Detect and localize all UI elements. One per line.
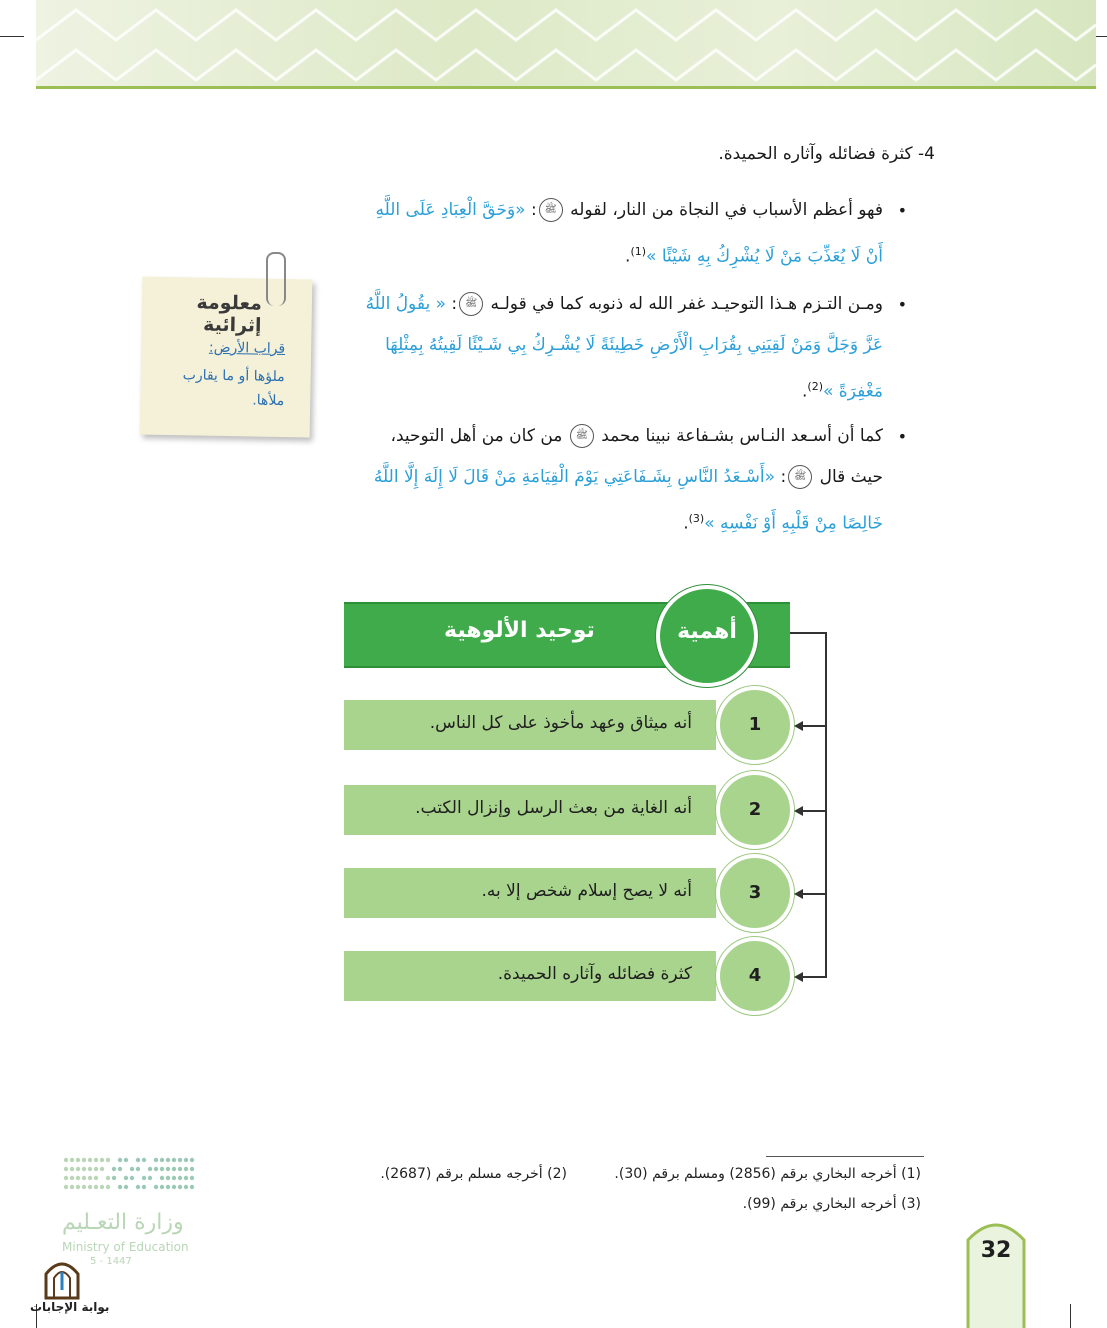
site-name: بوابة الإجابات — [30, 1300, 110, 1314]
page-tab-shape — [966, 1216, 1026, 1328]
paperclip-icon — [266, 252, 286, 306]
bullet-text: حيث قال — [819, 467, 883, 487]
punctuation: . — [802, 381, 808, 402]
diagram-row-number: 1 — [716, 686, 794, 764]
diagram-row-text: أنه لا يصح إسلام شخص إلا به. — [481, 881, 692, 901]
site-logo-icon — [42, 1256, 82, 1300]
saw-symbol-icon: ﷺ — [539, 198, 563, 222]
punctuation: . — [625, 246, 631, 267]
bullet-dot: • — [897, 427, 907, 446]
header-pattern-band — [36, 0, 1096, 88]
page-number-tab — [966, 1216, 1026, 1328]
bracket-arrow-line — [800, 976, 826, 978]
saw-symbol-icon: ﷺ — [459, 292, 483, 316]
bullet-dot: • — [897, 201, 907, 220]
diagram-row-bar — [344, 951, 716, 1001]
arrow-left-icon — [794, 972, 803, 982]
footnote-2: (2) أخرجه مسلم برقم (2687). — [380, 1166, 567, 1182]
footnote-ref: (2) — [807, 380, 823, 393]
ministry-name-english: Ministry of Education — [62, 1240, 189, 1254]
diagram-row-number: 3 — [716, 854, 794, 932]
crop-mark — [1070, 1304, 1071, 1328]
enrichment-note — [140, 277, 313, 438]
bullet-2-line-2 — [313, 325, 883, 366]
footnote-1: (1) أخرجه البخاري برقم (2856) ومسلم برقم (30). — [614, 1166, 921, 1182]
hadith-quote: مَغْفِرَةً » — [823, 381, 883, 402]
bullet-paragraph-3 — [313, 416, 907, 545]
ministry-year: 5 - 1447 — [90, 1256, 132, 1267]
bullet-1-line-1: فهو أعظم الأسباب في النجاة من النار، لقوله ﷺ: «وَحَقَّ الْعِبَادِ عَلَى اللَّهِ — [375, 200, 883, 220]
note-term: قراب الأرض: — [208, 339, 286, 358]
punctuation: . — [683, 513, 689, 534]
bracket-arrow-line — [800, 725, 826, 727]
bullet-paragraph-1 — [313, 190, 907, 278]
hadith-quote: «وَحَقَّ الْعِبَادِ عَلَى اللَّهِ — [375, 200, 526, 220]
header-divider — [36, 86, 1096, 89]
bracket-arrow-line — [800, 893, 826, 895]
bullet-text: فهو أعظم الأسباب في النجاة من النار، لقوله — [570, 200, 883, 220]
arrow-left-icon — [794, 721, 803, 731]
bullet-1-line-2 — [313, 231, 883, 278]
bullet-2-line-3 — [313, 366, 883, 413]
bullet-paragraph-2 — [313, 284, 907, 413]
note-title: معلومة إثرائية — [196, 291, 263, 337]
diagram-row-number: 2 — [716, 771, 794, 849]
ministry-name-arabic: وزارة التعـليم — [62, 1210, 184, 1235]
diagram-title-circle — [656, 585, 758, 687]
bracket-top-line — [790, 632, 826, 634]
diagram-title: توحيد الألوهية — [444, 618, 595, 643]
hadith-quote: أَنْ لَا يُعَذِّبَ مَنْ لَا يُشْرِكُ بِهِ شَيْئًا » — [646, 246, 883, 267]
bracket-arrow-line — [800, 810, 826, 812]
arrow-left-icon — [794, 889, 803, 899]
saw-symbol-icon: ﷺ — [570, 424, 594, 448]
bullet-3-line-3 — [313, 498, 883, 545]
bullet-text: كما أن أسـعد النـاس بشـفاعة نبينا محمد — [601, 426, 883, 446]
diagram-row-bar — [344, 700, 716, 750]
hadith-quote: خَالِصًا مِنْ قَلْبِهِ أَوْ نَفْسِهِ » — [704, 513, 883, 534]
section-heading: 4- كثرة فضائله وآثاره الحميدة. — [718, 144, 935, 164]
ministry-logo-dots — [62, 1156, 196, 1196]
bullet-3-line-1 — [313, 416, 883, 457]
bullet-text: من كان من أهل التوحيد، — [390, 426, 563, 446]
hadith-quote: «أَسْـعَدُ النَّاسِ بِشَـفَاعَتِي يَوْمَ الْقِيَامَةِ مَنْ قَالَ لَا إِلَهَ إِلَّا اللَّهُ — [373, 467, 776, 487]
bullet-2-line-1: ومـن التـزم هـذا التوحيـد غفر الله له ذنوبه كما في قولـه ﷺ: « يقُولُ اللَّهُ — [365, 294, 883, 314]
bullet-text: ومـن التـزم هـذا التوحيـد غفر الله له ذنوبه كما في قولـه — [490, 294, 883, 314]
hadith-quote: « يقُولُ اللَّهُ — [365, 294, 446, 314]
bullet-3-line-2: حيث قال ﷺ: «أَسْـعَدُ النَّاسِ بِشَـفَاعَتِي يَوْمَ الْقِيَامَةِ مَنْ قَالَ لَا إِلَهَ إِلَّا اللَّهُ — [373, 467, 883, 487]
note-body: ملؤها أو ما يقارب ملأها. — [182, 367, 285, 410]
footnote-ref: (3) — [688, 512, 705, 525]
bracket-vertical-line — [825, 632, 827, 978]
footnote-3: (3) أخرجه البخاري برقم (99). — [742, 1196, 921, 1212]
diagram-row-bar — [344, 868, 716, 918]
page-number: 32 — [980, 1238, 1012, 1263]
saw-symbol-icon: ﷺ — [788, 465, 812, 489]
diagram-circle-label: أهمية — [677, 619, 737, 644]
diagram-row-bar — [344, 785, 716, 835]
diagram-row-number: 4 — [716, 937, 794, 1015]
arrow-left-icon — [794, 806, 803, 816]
footnote-rule — [766, 1156, 924, 1157]
bullet-dot: • — [897, 295, 907, 314]
diagram-row-text: كثرة فضائله وآثاره الحميدة. — [497, 964, 692, 984]
crop-mark — [0, 36, 24, 37]
arabesque-pattern — [36, 0, 1096, 88]
hadith-quote: عَزَّ وَجَلَّ وَمَنْ لَقِيَنِي بِقُرَابِ الْأَرْضِ خَطِيئَةً لَا يُشْـرِكُ بِي شَـيْئًا لَقِيتُهُ بِمِثْلِهَا — [385, 335, 883, 355]
diagram-row-text: أنه الغاية من بعث الرسل وإنزال الكتب. — [415, 798, 692, 818]
diagram-row-text: أنه ميثاق وعهد مأخوذ على كل الناس. — [429, 713, 692, 733]
footnote-ref: (1) — [630, 245, 647, 258]
